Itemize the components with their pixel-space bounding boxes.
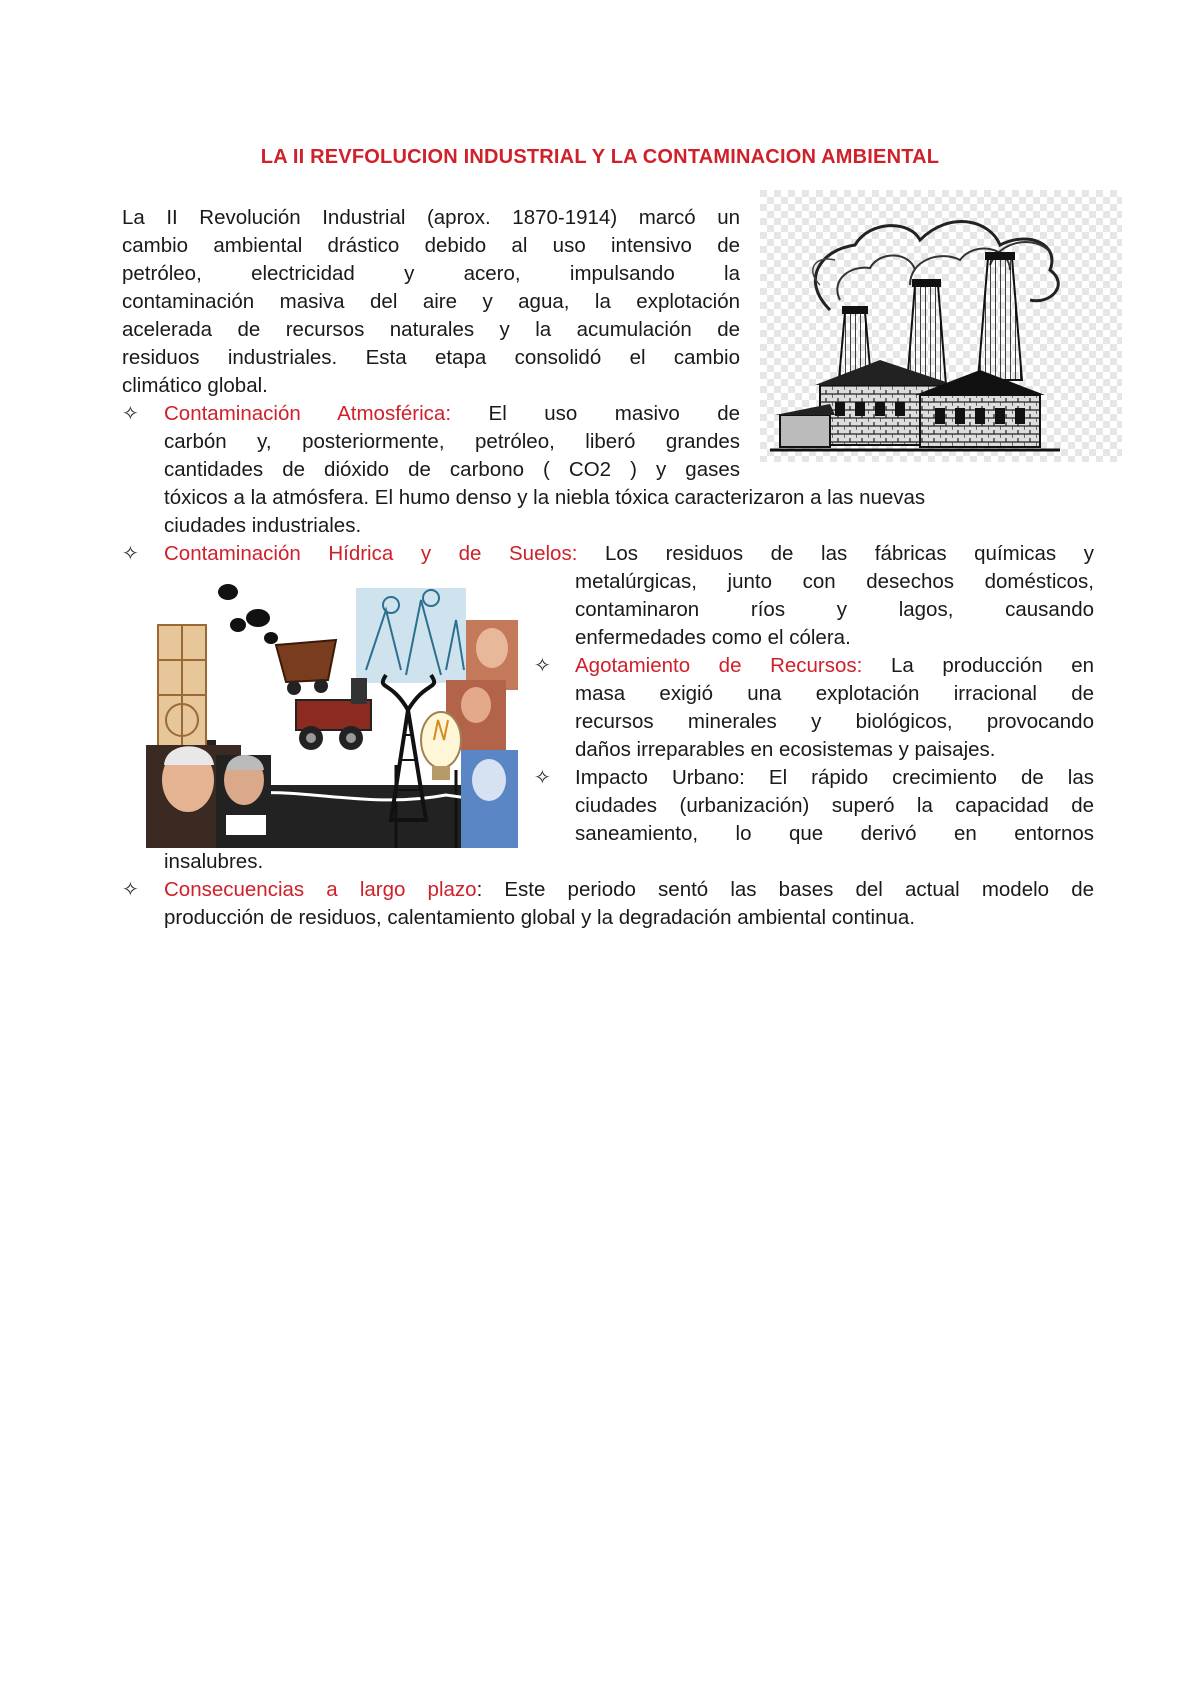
bullet-3-line-3: recursos minerales y biológicos, provocando: [575, 710, 1094, 733]
bullet-3-label: Agotamiento de Recursos:: [575, 654, 863, 677]
bullet-5-line-1: Consecuencias a largo plazo: Este periodo sentó las bases del actual modelo de: [164, 878, 1094, 901]
bullet-icon: ✧: [534, 767, 551, 789]
bullet-1-line-3: cantidades de dióxido de carbono ( CO2 ) y gases: [164, 458, 740, 481]
bullet-3-line-4: daños irreparables en ecosistemas y paisajes.: [575, 738, 996, 761]
bullet-5-line-2: producción de residuos, calentamiento global y la degradación ambiental continua.: [164, 906, 916, 929]
intro-line-5: acelerada de recursos naturales y la acumulación de: [122, 318, 740, 341]
bullet-icon: ✧: [122, 879, 139, 901]
bullet-1-line-5: ciudades industriales.: [164, 514, 362, 537]
bullet-2-label: Contaminación Hídrica y de Suelos:: [164, 542, 578, 565]
bullet-1-line-2: carbón y, posteriormente, petróleo, liberó grandes: [164, 430, 740, 453]
intro-line-3: petróleo, electricidad y acero, impulsando la: [122, 262, 740, 285]
bullet-1-line-4: tóxicos a la atmósfera. El humo denso y la niebla tóxica caracterizaron a las nuevas: [164, 486, 926, 509]
bullet-icon: ✧: [122, 403, 139, 425]
bullet-icon: ✧: [122, 543, 139, 565]
bullet-2-line-2: metalúrgicas, junto con desechos domésticos,: [575, 570, 1094, 593]
bullet-4-line-1: Impacto Urbano: El rápido crecimiento de las: [575, 766, 1094, 789]
intro-line-4: contaminación masiva del aire y agua, la explotación: [122, 290, 740, 313]
bullet-4-line-2: ciudades (urbanización) superó la capacidad de: [575, 794, 1094, 817]
bullet-4-line-3: saneamiento, lo que derivó en entornos: [575, 822, 1094, 845]
intro-line-7: climático global.: [122, 374, 268, 397]
bullet-1-label: Contaminación Atmosférica:: [164, 402, 452, 425]
bullet-2-line-1: Contaminación Hídrica y de Suelos: Los residuos de las fábricas químicas y: [164, 542, 1094, 565]
intro-line-6: residuos industriales. Esta etapa consolidó el cambio: [122, 346, 740, 369]
factory-illustration: [760, 190, 1122, 462]
bullet-2-line-3: contaminaron ríos y lagos, causando: [575, 598, 1094, 621]
bullet-5-label: Consecuencias a largo plazo: [164, 878, 477, 901]
industrial-collage-illustration: [146, 580, 518, 848]
bullet-1-line-1: Contaminación Atmosférica: El uso masivo de: [164, 402, 741, 425]
bullet-icon: ✧: [534, 655, 551, 677]
bullet-3-line-2: masa exigió una explotación irracional de: [575, 682, 1094, 705]
intro-line-1: La II Revolución Industrial (aprox. 1870-1914) marcó un: [122, 206, 740, 229]
intro-line-2: cambio ambiental drástico debido al uso intensivo de: [122, 234, 740, 257]
document-title: LA II REVFOLUCION INDUSTRIAL Y LA CONTAMINACION AMBIENTAL: [260, 146, 940, 168]
bullet-4-line-4: insalubres.: [164, 850, 264, 873]
bullet-2-line-4: enfermedades como el cólera.: [575, 626, 851, 649]
bullet-3-line-1: Agotamiento de Recursos: La producción en: [575, 654, 1095, 677]
